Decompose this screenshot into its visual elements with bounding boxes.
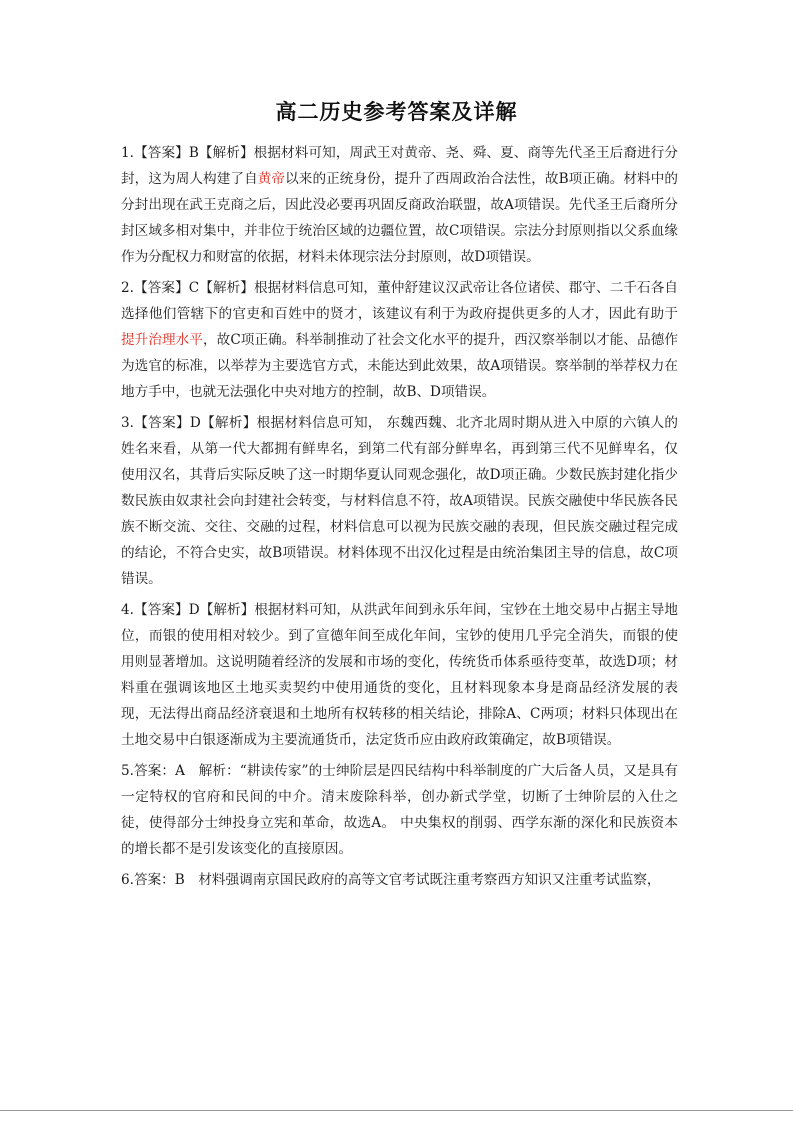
- answer-text: 1.【答案】B【解析】根据材料可知，周武王对黄帝、尧、舜、夏、商等先代圣王后裔进行分封，这为周人构建了自: [121, 145, 678, 187]
- highlighted-term: 提升治理水平: [121, 332, 203, 348]
- answer-item-1: [121, 140, 678, 270]
- page-title: 高二历史参考答案及详解: [275, 100, 518, 124]
- answer-text: 5.答案：A 解析：“耕读传家”的士绅阶层是四民结构中科举制度的广大后备人员，又是具有一定特权的官府和民间的中介。清末废除科举，创办新式学堂，切断了士绅阶层的入仕之徒，使得部分士绅投身立宪和革命，故选A。 中央集权的削弱、西学东渐的深化和民族资本的增长都不是引发该变化的直接原因。: [121, 763, 678, 857]
- answer-text: ，故C项正确。科举制推动了社会文化水平的提升，西汉察举制以才能、品德作为选官的标准，以举荐为主要选官方式，未能达到此效果，故A项错误。察举制的举荐权力在地方手中，也就无法强化中央对地方的控制，故B、D项错误。: [121, 332, 679, 400]
- answer-list: [121, 140, 678, 898]
- answer-item-3: [121, 410, 678, 592]
- answer-text: 2.【答案】C【解析】根据材料信息可知，董仲舒建议汉武帝让各位诸侯、郡守、二千石各自选择他们管辖下的官吏和百姓中的贤才，该建议有利于为政府提供更多的人才，因此有助于: [121, 280, 678, 322]
- answer-text: 以来的正统身份，提升了西周政治合法性，故B项正确。材料中的分封出现在武王克商之后，因此没必要再巩固反商政治联盟，故A项错误。先代圣王后裔所分封区域多相对集中，并非位于统治区域的边疆位置，故C项错误。宗法分封原则指以父系血缘作为分配权力和财富的依据，材料未体现宗法分封原则，故D项错误。: [121, 171, 678, 265]
- page-bottom-divider: [0, 1110, 793, 1111]
- highlighted-term: 黄帝: [257, 171, 286, 187]
- answer-item-5: [121, 758, 678, 862]
- answer-item-2: [121, 275, 678, 405]
- answer-item-6: [121, 867, 678, 893]
- answer-text: 3.【答案】D【解析】根据材料信息可知， 东魏西魏、北齐北周时期从进入中原的六镇人的姓名来看，从第一代大都拥有鲜卑名，到第二代有部分鲜卑名，再到第三代不见鲜卑名，仅使用汉名，其背后实际反映了这一时期华夏认同观念强化，故D项正确。少数民族封建化指少数民族由奴隶社会向封建社会转变，与材料信息不符，故A项错误。民族交融使中华民族各民族不断交流、交往、交融的过程，材料信息可以视为民族交融的表现，但民族交融过程完成的结论，不符合史实，故B项错误。材料体现不出汉化过程是由统治集团主导的信息，故C项错误。: [121, 415, 678, 587]
- answer-text: 6.答案：B 材料强调南京国民政府的高等文官考试既注重考察西方知识又注重考试监察，: [121, 872, 661, 888]
- answer-text: 4.【答案】D【解析】根据材料可知，从洪武年间到永乐年间，宝钞在土地交易中占据主导地位，而银的使用相对较少。到了宣德年间至成化年间，宝钞的使用几乎完全消失，而银的使用则显著增加。这说明随着经济的发展和市场的变化，传统货币体系亟待变革，故选D项；材料重在强调该地区土地买卖契约中使用通货的变化，且材料现象本身是商品经济发展的表现，无法得出商品经济衰退和土地所有权转移的相关结论，排除A、C两项；材料只体现出在土地交易中白银逐渐成为主要流通货币，法定货币应由政府政策确定，故B项错误。: [121, 602, 678, 748]
- answer-item-4: [121, 597, 678, 753]
